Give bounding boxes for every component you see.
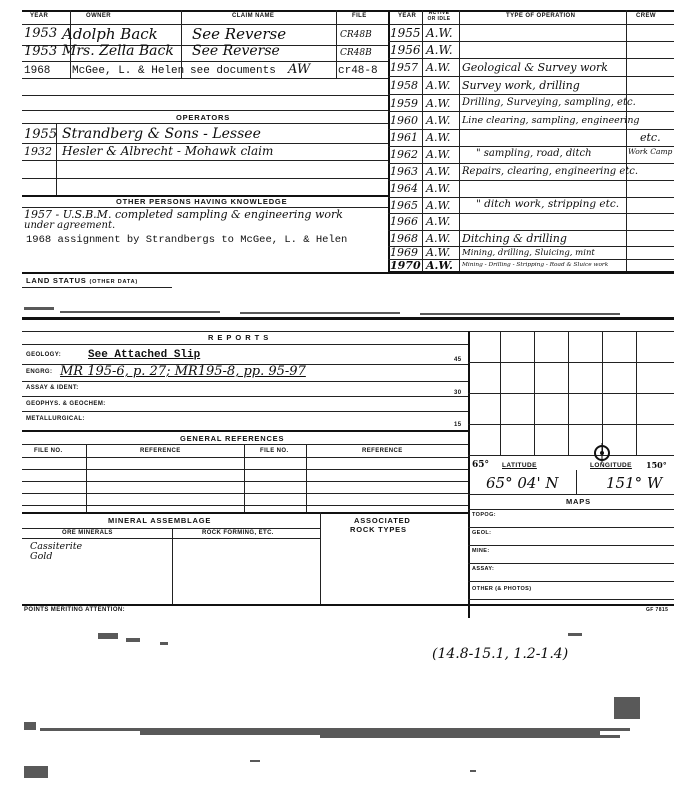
activity-operation: " ditch work, stripping etc.: [476, 198, 620, 210]
activity-year: 1956: [390, 43, 421, 57]
longitude-label: LONGITUDE: [590, 462, 632, 469]
activity-status: A.W.: [426, 114, 451, 127]
owner-year: 1953: [24, 26, 58, 41]
owner-claim: See Reverse: [192, 43, 280, 59]
associated-title: ASSOCIATED: [354, 516, 411, 525]
points-label: POINTS MERITING ATTENTION:: [24, 607, 126, 613]
maps-title: MAPS: [566, 497, 591, 506]
maps-assay: ASSAY:: [472, 566, 495, 572]
lat-marker: 65°: [472, 460, 490, 470]
points-note: (14.8-15.1, 1.2-1.4): [432, 646, 569, 662]
geology-label: GEOLOGY:: [26, 352, 62, 358]
rock-types-title: ROCK TYPES: [350, 525, 407, 534]
assay-label: ASSAY & IDENT:: [26, 385, 79, 391]
col-reference: REFERENCE: [140, 448, 181, 454]
activity-operation: Mining - Drilling - Stripping - Road & Sluice work: [462, 262, 609, 268]
owner-file: CR48B: [340, 48, 372, 58]
margin-15: 15: [454, 422, 462, 428]
operator-year: 1955: [24, 127, 58, 142]
owner-initials: AW: [288, 62, 311, 77]
other-person-line: 1957 - U.S.B.M. completed sampling & engineering work: [24, 208, 343, 221]
ore-mineral: Cassiterite: [30, 541, 83, 552]
activity-status: A.W.: [426, 26, 453, 40]
activity-year: 1958: [390, 79, 418, 92]
activity-year: 1965: [390, 199, 418, 212]
col-file-no: FILE NO.: [34, 448, 63, 454]
activity-year: 1960: [390, 114, 418, 127]
owner-file: CR48B: [340, 30, 372, 40]
activity-operation: Repairs, clearing, engineering etc.: [462, 166, 639, 177]
header-owner: OWNER: [86, 13, 111, 19]
activity-year: 1955: [390, 26, 421, 40]
owner-name: McGee, L. & Helen: [72, 65, 185, 77]
activity-year: 1959: [390, 97, 418, 110]
activity-year: 1962: [390, 148, 418, 161]
maps-geol: GEOL:: [472, 530, 492, 536]
maps-other: OTHER (& PHOTOS): [472, 586, 532, 592]
general-references-title: GENERAL REFERENCES: [180, 434, 285, 443]
owner-year: 1968: [24, 65, 51, 77]
activity-year: 1969: [390, 246, 418, 259]
header-type-of-operation: TYPE OF OPERATION: [506, 13, 576, 19]
activity-status: A.W.: [426, 97, 451, 110]
header-year-2: YEAR: [398, 13, 417, 19]
activity-status: A.W.: [426, 79, 451, 92]
owner-name: Mrs. Zella Back: [62, 43, 174, 59]
other-person-line: 1968 assignment by Strandbergs to McGee, L. & Helen: [26, 234, 348, 246]
longitude-value: 151° W: [606, 474, 663, 492]
other-person-line: under agreement.: [24, 220, 116, 231]
activity-status: A.W.: [426, 259, 453, 272]
rock-forming-label: ROCK FORMING, ETC.: [202, 530, 274, 536]
activity-status: A.W.: [426, 182, 451, 195]
metallurgical-label: METALLURGICAL:: [26, 416, 85, 422]
latitude-value: 65° 04' N: [486, 474, 559, 492]
other-persons-title: OTHER PERSONS HAVING KNOWLEDGE: [116, 197, 288, 206]
activity-status: A.W.: [426, 43, 453, 57]
margin-45: 45: [454, 357, 462, 363]
margin-30: 30: [454, 390, 462, 396]
owner-claim: See Reverse: [192, 25, 287, 43]
activity-crew: Work Camp: [628, 147, 673, 156]
engrg-label: ENGRG:: [26, 369, 53, 375]
activity-operation: Ditching & drilling: [462, 232, 567, 245]
geology-value: See Attached Slip: [88, 349, 201, 361]
activity-year: 1963: [390, 165, 418, 178]
owner-year: 1953: [24, 44, 58, 59]
activity-year: 1957: [390, 61, 418, 74]
land-status-note: (OTHER DATA): [89, 279, 138, 285]
activity-status: A.W.: [426, 232, 451, 245]
activity-operation: " sampling, road, ditch: [476, 148, 592, 159]
header-claim-name: CLAIM NAME: [232, 13, 275, 19]
col-reference-2: REFERENCE: [362, 448, 403, 454]
activity-operation: Geological & Survey work: [462, 61, 608, 74]
activity-operation: etc.: [640, 131, 661, 144]
activity-year: 1970: [390, 259, 421, 272]
activity-operation: Survey work, drilling: [462, 79, 580, 92]
activity-year: 1968: [390, 232, 418, 245]
activity-status: A.W.: [426, 61, 451, 74]
ore-mineral: Gold: [30, 551, 53, 562]
activity-year: 1966: [390, 215, 418, 228]
activity-status: A.W.: [426, 215, 451, 228]
geophys-label: GEOPHYS. & GEOCHEM:: [26, 401, 106, 407]
engrg-value: MR 195-6, p. 27; MR195-8, pp. 95-97: [60, 364, 306, 379]
activity-operation: Drilling, Surveying, sampling, etc.: [462, 97, 636, 108]
mineral-assemblage-title: MINERAL ASSEMBLAGE: [108, 516, 212, 525]
owner-file: cr48-8: [338, 65, 378, 77]
activity-status: A.W.: [426, 131, 451, 144]
activity-operation: Mining, drilling, Sluicing, mint: [462, 248, 595, 258]
operator-year: 1932: [24, 145, 52, 158]
operator-name: Strandberg & Sons - Lessee: [62, 126, 261, 142]
owner-claim: see documents: [190, 65, 276, 77]
activity-status: A.W.: [426, 165, 451, 178]
maps-topog: TOPOG:: [472, 512, 496, 518]
activity-status: A.W.: [426, 246, 451, 259]
header-file: FILE: [352, 13, 367, 19]
maps-mine: MINE:: [472, 548, 490, 554]
form-number: GF 7815: [646, 607, 669, 613]
lon-marker: 150°: [646, 460, 667, 470]
reports-title: REPORTS: [208, 333, 273, 342]
land-status-label: LAND STATUS (OTHER DATA): [26, 276, 138, 285]
header-year: YEAR: [30, 13, 49, 19]
activity-status: A.W.: [426, 148, 451, 161]
activity-year: 1964: [390, 182, 418, 195]
ore-minerals-label: ORE MINERALS: [62, 530, 113, 536]
activity-operation: Line clearing, sampling, engineering: [462, 115, 640, 126]
owner-name: Adolph Back: [62, 25, 158, 43]
activity-status: A.W.: [426, 199, 451, 212]
col-file-no-2: FILE NO.: [260, 448, 289, 454]
operators-title: OPERATORS: [176, 113, 231, 122]
header-active-idle: ACTIVE OR IDLE: [427, 10, 451, 22]
header-crew: CREW: [636, 13, 656, 19]
activity-year: 1961: [390, 131, 418, 144]
latitude-label: LATITUDE: [502, 462, 537, 469]
operator-name: Hesler & Albrecht - Mohawk claim: [62, 144, 274, 158]
